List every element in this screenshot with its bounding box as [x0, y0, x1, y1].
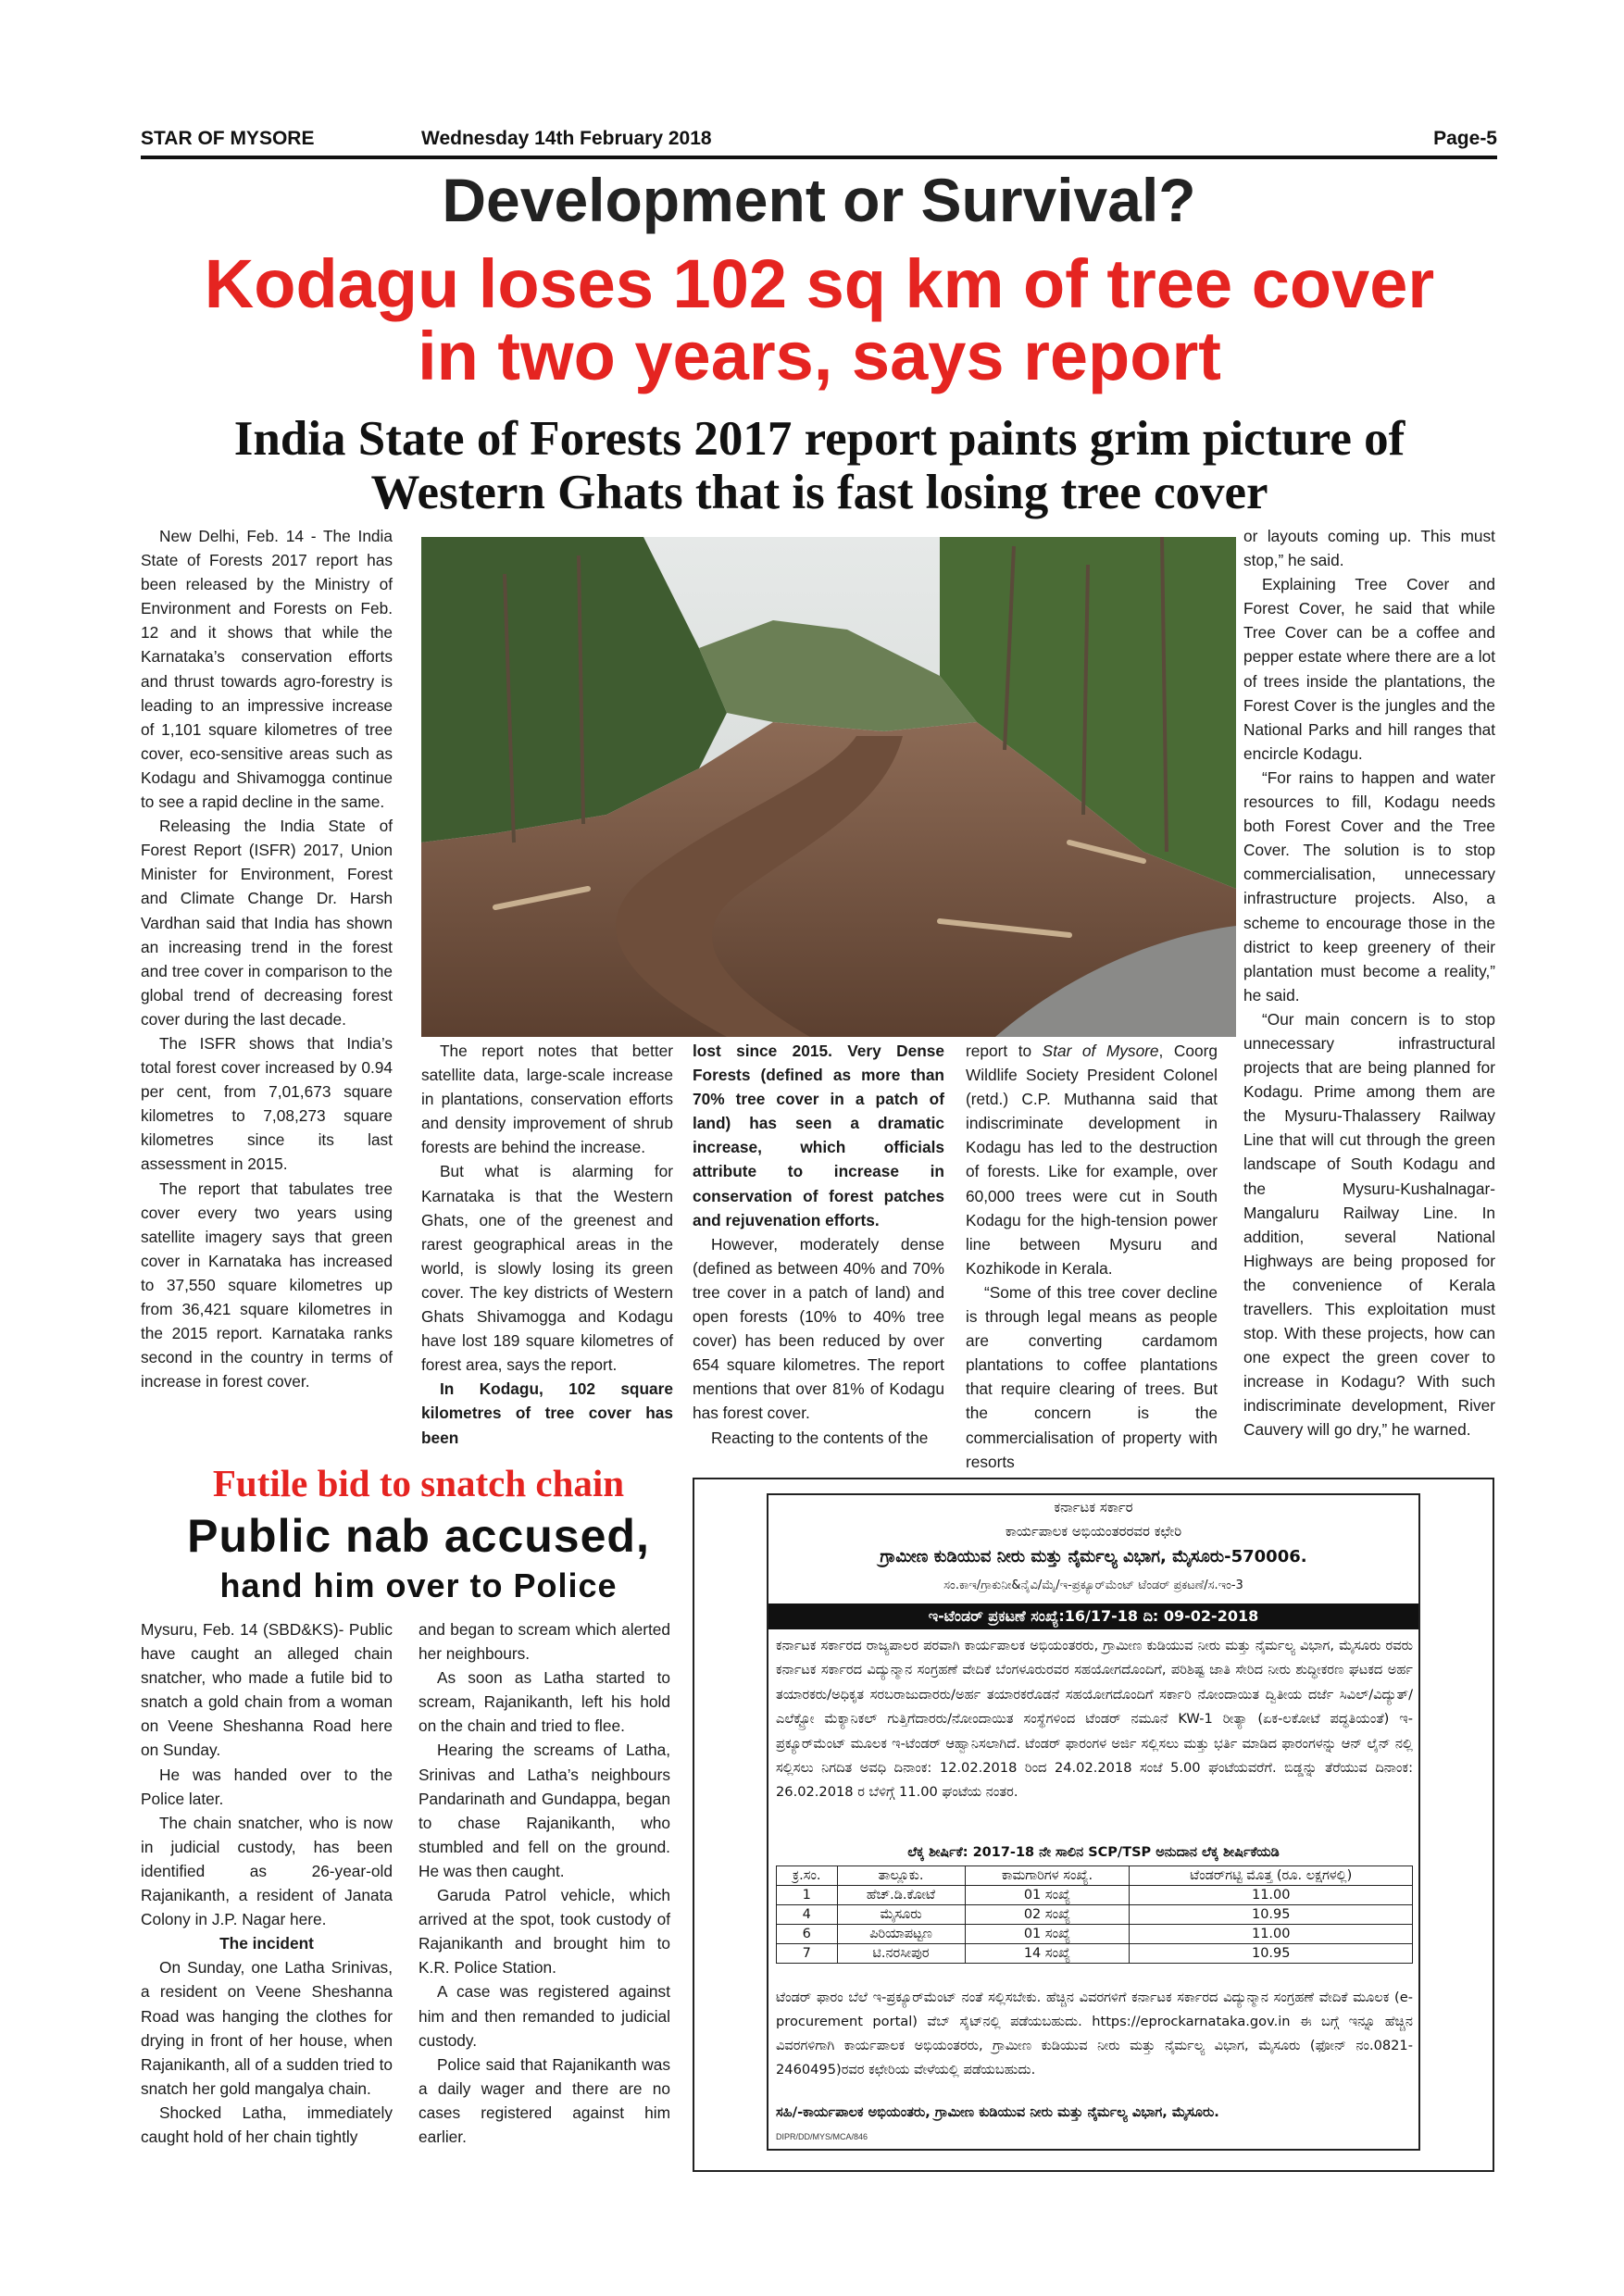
paragraph-text: report to	[966, 1042, 1043, 1060]
tender-division: ಗ್ರಾಮೀಣ ಕುಡಿಯುವ ನೀರು ಮತ್ತು ನೈರ್ಮಲ್ಯ ವಿಭಾಗ, ಮೈಸೂರು-570006.	[880, 1547, 1307, 1566]
tender-footer: ಟೆಂಡರ್ ಫಾರಂ ಬೆಲೆ ಇ-ಪ್ರಕ್ಯೂರ್‌ಮೆಂಟ್ ನಂತೆ ಸಲ್ಲಿಸಬೇಕು. ಹೆಚ್ಚಿನ ವಿವರಗಳಿಗೆ ಕರ್ನಾಟಕ ಸರ್ಕಾರದ ವಿದ್ಯುನ್ಮಾನ ಸಂಗ್ರಹಣೆ ವೇದಿಕೆ ಮೂಲಕ (e-procurement portal) ವೆಬ್ ಸೈಟ್‌ನಲ್ಲಿ ಪಡೆಯಬಹುದು. https://eprockarnataka.gov.in ಈ ಬಗ್ಗೆ ಇನ್ನೂ ಹೆಚ್ಚಿನ ವಿವರಗಳಿಗಾಗಿ ಕಾರ್ಯಪಾಲಕ ಅಭಿಯಂತರರು, ಗ್ರಾಮೀಣ ಕುಡಿಯುವ ನೀರು ಮತ್ತು ನೈರ್ಮಲ್ಯ ವಿಭಾಗ, ಮೈಸೂರು (ಫೋನ್ ನಂ.0821-2460495)ರವರ ಕಛೇರಿಯ ವೇಳೆಯಲ್ಲಿ ಪಡೆಯಬಹುದು.	[776, 1990, 1413, 2078]
table-cell: 02 ಸಂಖ್ಯೆ	[965, 1905, 1130, 1925]
paragraph-text: , Coorg Wildlife Society President Colonel (retd.) C.P. Muthanna said that indiscriminate development in Kodagu has led to the destruction of forests. Like for example, over 60,000 trees were cut in South Kodagu for the high-tension power line between Mysuru and Kozhikode in Kerala.	[966, 1042, 1218, 1278]
table-header-cell: ತಾಲ್ಲೂಕು.	[837, 1866, 965, 1886]
table-cell: 01 ಸಂಖ್ಯೆ	[965, 1886, 1130, 1905]
chain-subhead: hand him over to Police	[219, 1566, 618, 1604]
lead-headline-line2: in two years, says report	[418, 318, 1221, 394]
tender-signature: ಸಹಿ/-ಕಾರ್ಯಪಾಲಕ ಅಭಿಯಂತರು, ಗ್ರಾಮೀಣ ಕುಡಿಯುವ ನೀರು ಮತ್ತು ನೈರ್ಮಲ್ಯ ವಿಭಾಗ, ಮೈಸೂರು.	[776, 2104, 1219, 2120]
issue-date: Wednesday 14th February 2018	[421, 128, 712, 149]
table-header-cell: ಕ್ರ.ಸಂ.	[777, 1866, 838, 1886]
paragraph: However, moderately dense (defined as between 40% and 70% tree cover in a patch of land) and open forests (10% to 40% tree cover) has been reduced by over 654 square kilometres. The report mentions that over 81% of Kodagu has forest cover.	[693, 1234, 944, 1423]
page-number: Page-5	[1433, 128, 1497, 149]
table-row	[777, 1905, 1413, 1925]
paragraph: New Delhi, Feb. 14 - The India State of Forests 2017 report has been released by the Ministry of Environment and Forests on Feb. 12 and it shows that while the Karnataka’s conservation efforts and thrust towards agro-forestry is leading to an impressive increase of 1,101 square kilometres of tree cover, eco-sensitive areas such as Kodagu and Shivamogga continue to see a rapid decline in the same.	[141, 527, 393, 812]
paper-name: STAR OF MYSORE	[141, 128, 315, 149]
table-cell: 10.95	[1130, 1944, 1413, 1964]
paragraph: A case was registered against him and then remanded to judicial custody.	[418, 1982, 670, 2050]
paragraph: Mysuru, Feb. 14 (SBD&KS)- Public have caught an alleged chain snatcher, who made a futile bid to snatch a gold chain from a woman on Veene Sheshanna Road here on Sunday.	[141, 1620, 393, 1760]
chain-column-1	[141, 1617, 393, 2149]
chain-headline: Public nab accused,	[187, 1510, 650, 1562]
lead-column-3	[693, 1039, 944, 1450]
table-cell: 14 ಸಂಖ್ಯೆ	[965, 1944, 1130, 1964]
paragraph: As soon as Latha started to scream, Rajanikanth, left his hold on the chain and tried to flee.	[418, 1668, 670, 1736]
paragraph: Releasing the India State of Forest Report (ISFR) 2017, Union Minister for Environment, Forest and Climate Change Dr. Harsh Vardhan said that India has shown an increasing trend in the forest and tree cover in comparison to the global trend of decreasing forest cover during the last decade.	[141, 817, 393, 1029]
lead-column-2	[421, 1039, 673, 1450]
paragraph: “Some of this tree cover decline is through legal means as people are converting cardamom plantations to coffee plantations that require clearing of trees. But the concern is the commercialisation of property with resorts	[966, 1282, 1218, 1471]
table-cell: 7	[777, 1944, 838, 1964]
paragraph-bold: In Kodagu, 102 square kilometres of tree cover has been	[421, 1379, 673, 1447]
tender-ad	[767, 1493, 1420, 2151]
tender-govt: ಕರ್ನಾಟಕ ಸರ್ಕಾರ	[1054, 1499, 1133, 1516]
paragraph: Shocked Latha, immediately caught hold of her chain tightly	[141, 2103, 393, 2146]
lead-kicker: Development or Survival?	[442, 166, 1196, 234]
table-cell: 6	[777, 1925, 838, 1944]
table-cell: 11.00	[1130, 1886, 1413, 1905]
table-cell: ಟಿ.ನರಸೀಪುರ	[837, 1944, 965, 1964]
deforestation-photo	[421, 537, 1236, 1037]
table-cell: 01 ಸಂಖ್ಯೆ	[965, 1925, 1130, 1944]
paragraph: Reacting to the contents of the	[711, 1428, 929, 1447]
table-cell: 1	[777, 1886, 838, 1905]
lead-column-5	[1243, 524, 1495, 1442]
paragraph	[966, 1039, 1218, 1280]
paragraph: On Sunday, one Latha Srinivas, a resident on Veene Sheshanna Road was hanging the clothes for drying in front of her house, when Rajanikanth, all of a sudden tried to snatch her gold mangalya chain.	[141, 1958, 393, 2098]
table-cell: ಹೆಚ್.ಡಿ.ಕೋಟೆ	[837, 1886, 965, 1905]
table-header-row	[777, 1866, 1413, 1886]
incident-subhead: The incident	[219, 1934, 314, 1953]
paragraph: or layouts coming up. This must stop,” he said.	[1243, 527, 1495, 570]
lead-deck-line1: India State of Forests 2017 report paints grim picture of	[233, 412, 1405, 466]
table-cell: 11.00	[1130, 1925, 1413, 1944]
paragraph: The report that tabulates tree cover every two years using satellite imagery says that green cover in Karnataka has increased to 37,550 square kilometres up from 36,421 square kilometres in the 2015 report. Karnataka ranks second in the country in terms of increase in forest cover.	[141, 1179, 393, 1391]
table-cell: ಮೈಸೂರು	[837, 1905, 965, 1925]
paragraph: Police said that Rajanikanth was a daily wager and there are no cases registered against him earlier.	[418, 2054, 670, 2146]
paragraph: The chain snatcher, who is now in judicial custody, has been identified as 26-year-old Rajanikanth, a resident of Janata Colony in J.P. Nagar here.	[141, 1813, 393, 1929]
paragraph-bold: lost since 2015. Very Dense Forests (defined as more than 70% tree cover in a patch of land) has seen a dramatic increase, which officials attribute to increase in conservation of forest patches and rejuvenation efforts.	[693, 1042, 944, 1229]
chain-column-2	[418, 1617, 670, 2149]
tender-body: ಕರ್ನಾಟಕ ಸರ್ಕಾರದ ರಾಜ್ಯಪಾಲರ ಪರವಾಗಿ ಕಾರ್ಯಪಾಲಕ ಅಭಿಯಂತರರು, ಗ್ರಾಮೀಣ ಕುಡಿಯುವ ನೀರು ಮತ್ತು ನೈರ್ಮಲ್ಯ ವಿಭಾಗ, ಮೈಸೂರು ರವರು ಕರ್ನಾಟಕ ಸರ್ಕಾರದ ವಿದ್ಯುನ್ಮಾನ ಸಂಗ್ರಹಣೆ ವೇದಿಕೆ ಬೆಂಗಳೂರುರವರ ಸಹಯೋಗದೊಂದಿಗೆ, ಪರಿಶಿಷ್ಟ ಜಾತಿ ಸೇರಿದ ನೀರು ಶುದ್ಧೀಕರಣ ಘಟಕದ ಅರ್ಹ ತಯಾರಕರು/ಅಧಿಕೃತ ಸರಬರಾಜುದಾರರು/ಅರ್ಹ ತಯಾರಕರೊಡನೆ ಸಹಯೋಗದೊಂದಿಗೆ ಸರ್ಕಾರಿ ನೋಂದಾಯಿತ ದ್ವಿತೀಯ ದರ್ಜೆ ಸಿವಿಲ್/ವಿದ್ಯುತ್/ಎಲೆಕ್ಟ್ರೋ ಮೆಕ್ಯಾನಿಕಲ್ ಗುತ್ತಿಗೆದಾರರು/ನೋಂದಾಯಿತ ಸಂಸ್ಥೆಗಳಿಂದ ಟೆಂಡರ್ ನಮೂನೆ KW-1 ರೀತ್ಯಾ (ಏಕ-ಲಕೋಟೆ ಪದ್ಧತಿಯಂತೆ) ಇ-ಪ್ರಕ್ಯೂರ್‌ಮೆಂಟ್ ಮೂಲಕ ಇ-ಟೆಂಡರ್ ಆಹ್ವಾನಿಸಲಾಗಿದೆ. ಟೆಂಡರ್ ಫಾರಂಗಳ ಅರ್ಜಿ ಸಲ್ಲಿಸಲು ಮತ್ತು ಭರ್ತಿ ಮಾಡಿದ ಫಾರಂಗಳನ್ನು ಆನ್ ಲೈನ್ ನಲ್ಲಿ ಸಲ್ಲಿಸಲು ನಿಗದಿತ ಅವಧಿ ದಿನಾಂಕ: 12.02.2018 ರಿಂದ 24.02.2018 ಸಂಜೆ 5.00 ಘಂಟೆಯವರೆಗೆ. ಬಿಡ್ಡನ್ನು ತೆರೆಯುವ ದಿನಾಂಕ: 26.02.2018 ರ ಬೆಳಿಗ್ಗೆ 11.00 ಘಂಟೆಯ ನಂತರ.	[776, 1638, 1413, 1801]
tender-table-title: ಲೆಕ್ಕ ಶೀರ್ಷಿಕೆ: 2017-18 ನೇ ಸಾಲಿನ SCP/TSP ಅನುದಾನ ಲೆಕ್ಕ ಶೀರ್ಷಿಕೆಯಡಿ	[907, 1845, 1280, 1860]
table-row	[777, 1886, 1413, 1905]
deforestation-photo-image	[421, 537, 1236, 1037]
paragraph: “Our main concern is to stop unnecessary infrastructural projects that are being planned for Kodagu. Prime among them are the Mysuru-Thalassery Railway Line that will cut through the green landscape of South Kodagu and the Mysuru-Kushalnagar-Mangaluru Railway Line. In addition, several National Highways are being proposed for the convenience of Kerala travellers. This exploitation must stop. With these projects, how can one expect the green cover to increase in Kodagu? With such indiscriminate development, River Cauvery will go dry,” he warned.	[1243, 1009, 1495, 1440]
tender-notice-number: ಇ-ಟೆಂಡರ್ ಪ್ರಕಟಣೆ ಸಂಖ್ಯೆ:16/17-18 ದಿ: 09-02-2018	[768, 1603, 1418, 1629]
lead-headline-line1: Kodagu loses 102 sq km of tree cover	[204, 245, 1435, 322]
header-rule	[141, 156, 1497, 159]
table-header-cell: ಟೆಂಡರ್‌ಗಟ್ಟಿ ಮೊತ್ತ (ರೂ. ಲಕ್ಷಗಳಲ್ಲಿ)	[1130, 1866, 1413, 1886]
paragraph: He was handed over to the Police later.	[141, 1765, 393, 1808]
lead-deck	[148, 412, 1491, 519]
tender-office: ಕಾರ್ಯಪಾಲಕ ಅಭಿಯಂತರರವರ ಕಛೇರಿ	[1005, 1523, 1182, 1540]
lead-headline	[130, 245, 1509, 394]
table-cell: 4	[777, 1905, 838, 1925]
paragraph: Hearing the screams of Latha, Srinivas and Latha’s neighbours Pandarinath and Gundappa, began to chase Rajanikanth, who stumbled and fell on the ground. He was then caught.	[418, 1741, 670, 1880]
chain-kicker: Futile bid to snatch chain	[212, 1462, 625, 1504]
table-cell: ಪಿರಿಯಾಪಟ್ಟಣ	[837, 1925, 965, 1944]
paragraph: “For rains to happen and water resources to fill, Kodagu needs both Forest Cover and the Tree Cover. The solution is to stop commercialisation, unnecessary infrastructure projects. Also, a scheme to encourage those in the district to keep greenery of their plantation must become a reality,” he said.	[1243, 767, 1495, 1004]
paragraph: The ISFR shows that India’s total forest cover increased by 0.94 per cent, from 7,01,673 square kilometres to 7,08,273 square kilometres since its last assessment in 2015.	[141, 1033, 393, 1174]
paragraph: Explaining Tree Cover and Forest Cover, he said that while Tree Cover can be a coffee and pepper estate where there are a lot of trees inside the plantations, the Forest Cover is the jungles and the National Parks and hill ranges that encircle Kodagu.	[1243, 575, 1495, 763]
table-header-cell: ಕಾಮಗಾರಿಗಳ ಸಂಖ್ಯೆ.	[965, 1866, 1130, 1886]
publication-name: Star of Mysore	[1042, 1042, 1159, 1060]
paragraph: Garuda Patrol vehicle, which arrived at the spot, took custody of Rajanikanth and brought him to K.R. Police Station.	[418, 1886, 670, 1978]
lead-column-4	[966, 1039, 1218, 1474]
paragraph: The report notes that better satellite data, large-scale increase in plantations, conservation efforts and density improvement of shrub forests are behind the increase.	[421, 1042, 673, 1157]
tender-code: DIPR/DD/MYS/MCA/846	[776, 2132, 868, 2141]
lead-column-1	[141, 524, 393, 1393]
paragraph: and began to scream which alerted her neighbours.	[418, 1620, 670, 1664]
tender-table	[776, 1866, 1413, 1964]
tender-ref: ಸಂ.ಕಾಇ/ಗ್ರಾಕುನೀ&ನೈವಿ/ಮೈ/ಇ-ಪ್ರಕ್ಯೂರ್‌ಮೆಂಟ್ ಟೆಂಡರ್ ಪ್ರಕಟಣೆ/ಸ.ಇಂ-3	[943, 1578, 1243, 1592]
table-row	[777, 1925, 1413, 1944]
table-cell: 10.95	[1130, 1905, 1413, 1925]
lead-deck-line2: Western Ghats that is fast losing tree cover	[370, 466, 1268, 519]
table-row	[777, 1944, 1413, 1964]
paragraph: But what is alarming for Karnataka is that the Western Ghats, one of the greenest and rarest geographical areas in the world, is slowly losing its green cover. The key districts of Western Ghats Shivamogga and Kodagu have lost 189 square kilometres of forest area, says the report.	[421, 1162, 673, 1375]
